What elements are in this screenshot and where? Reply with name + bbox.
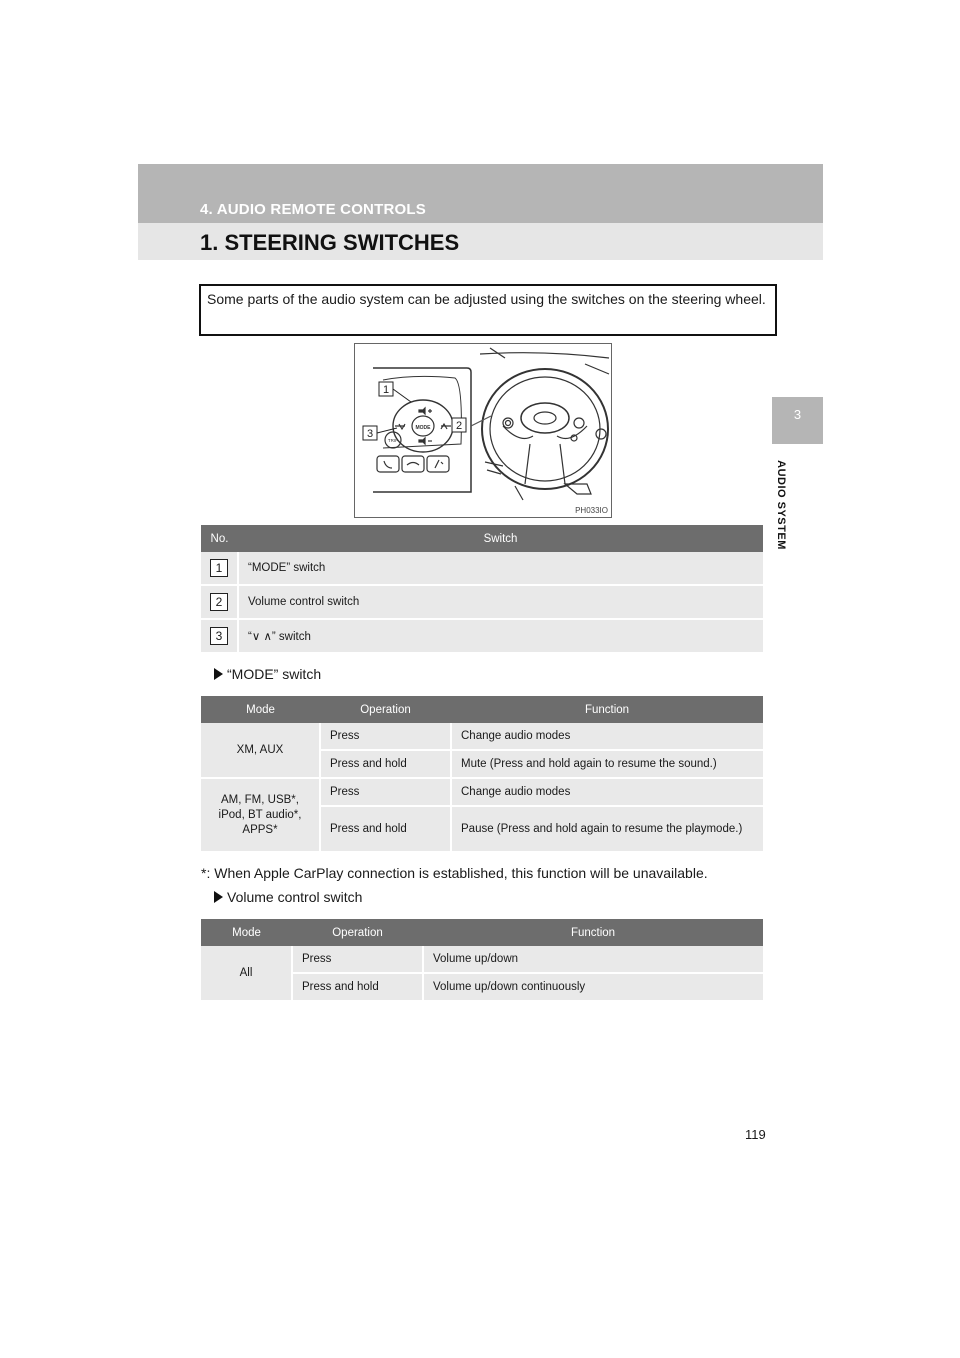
volume-switch-table [201, 919, 763, 1002]
svg-text:2: 2 [455, 420, 463, 432]
callout-1 [379, 382, 411, 402]
operation-cell: Press [292, 946, 423, 973]
volume-table-header [201, 919, 763, 946]
svg-text:3: 3 [366, 428, 374, 440]
table-row [201, 723, 763, 750]
triangle-bullet-icon [214, 891, 223, 903]
mode-cell: All [201, 946, 292, 1001]
header-mode: Mode [201, 919, 292, 946]
page-number: 119 [745, 1127, 766, 1142]
section-label: 4. AUDIO REMOTE CONTROLS [200, 201, 426, 218]
steering-wheel-figure [354, 343, 612, 518]
table-row [201, 552, 763, 585]
switch-name: “∨ ∧” switch [238, 619, 763, 653]
chapter-label [774, 450, 788, 560]
table-row [201, 946, 763, 973]
volume-switch-heading-text: Volume control switch [227, 889, 363, 905]
callout-2 [452, 418, 466, 432]
switch-name: “MODE” switch [238, 552, 763, 585]
header-switch: Switch [238, 525, 763, 552]
mode-button-label: MODE [415, 425, 431, 431]
function-cell: Mute (Press and hold again to resume the sound.) [451, 750, 763, 778]
function-cell: Volume up/down [423, 946, 763, 973]
operation-cell: Press [320, 778, 451, 806]
mode-switch-table [201, 696, 763, 853]
figure-code: PH033IO [575, 506, 608, 515]
operation-cell: Press and hold [320, 750, 451, 778]
trip-button-label: TRIP [387, 438, 399, 443]
header-function: Function [451, 696, 763, 723]
page-header [138, 164, 823, 260]
switch-table-header [201, 525, 763, 552]
page-title: 1. STEERING SWITCHES [200, 230, 460, 255]
function-cell: Change audio modes [451, 723, 763, 750]
header-operation: Operation [320, 696, 451, 723]
footnote: *: When Apple CarPlay connection is established, this function will be unavailable. [201, 865, 708, 881]
item-number: 1 [210, 559, 228, 577]
table-row [201, 585, 763, 619]
operation-cell: Press and hold [320, 806, 451, 852]
mode-cell: XM, AUX [201, 723, 320, 778]
operation-cell: Press [320, 723, 451, 750]
function-cell: Change audio modes [451, 778, 763, 806]
intro-box: Some parts of the audio system can be adjusted using the switches on the steering wheel. [199, 284, 777, 336]
volume-switch-heading [214, 889, 362, 905]
mode-cell: AM, FM, USB*, iPod, BT audio*, APPS* [201, 778, 320, 852]
chapter-number: 3 [793, 407, 802, 422]
table-row [201, 619, 763, 653]
switch-name: Volume control switch [238, 585, 763, 619]
svg-text:1: 1 [382, 384, 390, 396]
mode-switch-heading-text: “MODE” switch [227, 666, 322, 682]
triangle-bullet-icon [214, 668, 223, 680]
header-operation: Operation [292, 919, 423, 946]
function-cell: Pause (Press and hold again to resume the playmode.) [451, 806, 763, 852]
header-function: Function [423, 919, 763, 946]
mode-switch-heading [214, 666, 321, 682]
mode-table-header [201, 696, 763, 723]
item-number: 3 [210, 627, 228, 645]
chapter-tab [772, 397, 823, 444]
function-cell: Volume up/down continuously [423, 973, 763, 1001]
operation-cell: Press and hold [292, 973, 423, 1001]
header-mode: Mode [201, 696, 320, 723]
switch-table [201, 525, 763, 654]
steering-wheel-illustration [355, 344, 611, 517]
item-number: 2 [210, 593, 228, 611]
table-row [201, 778, 763, 806]
header-no: No. [201, 525, 238, 552]
chapter-label-text: AUDIO SYSTEM [775, 460, 787, 550]
